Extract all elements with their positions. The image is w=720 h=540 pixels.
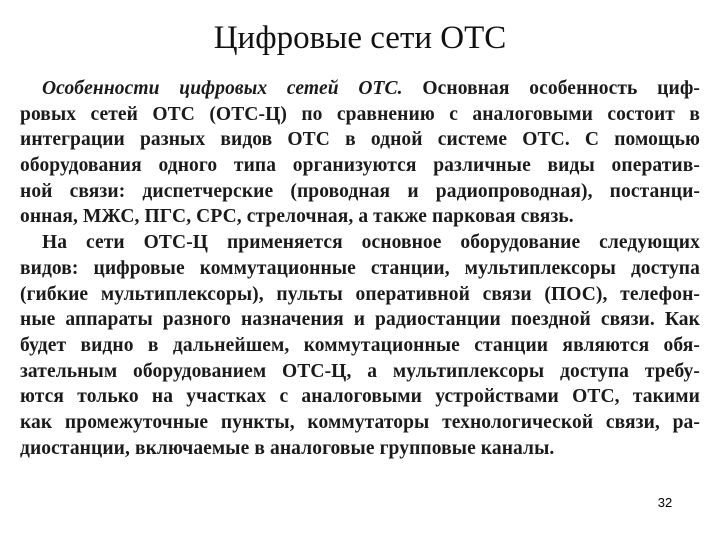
text-line: онная, МЖС, ПГС, СРС, стрелочная, а также парковая связь. <box>20 206 574 228</box>
text-line: На сети ОТС-Ц применяется основное оборудование следующих <box>42 232 700 254</box>
text-line-content: Основная особенность циф- <box>402 78 700 99</box>
text-line: будет видно в дальнейшем, коммутационные станции являются обя- <box>20 334 700 356</box>
text-line: оборудования одного типа организуются различные виды оператив- <box>20 155 700 177</box>
page-number: 32 <box>657 495 673 510</box>
paragraph-lead: Особенности цифровых сетей ОТС. <box>42 78 403 99</box>
scanned-text-block <box>20 76 700 461</box>
slide-title: Цифровые сети ОТС <box>213 20 507 56</box>
text-line: (гибкие мультиплексоры), пульты оперативной связи (ПОС), телефон- <box>20 283 700 305</box>
text-line: ются только на участках с аналоговыми устройствами ОТС, такими <box>20 386 700 408</box>
text-line: ровых сетей ОТС (ОТС-Ц) по сравнению с аналоговыми состоит в <box>20 103 700 125</box>
text-line: ной связи: диспетчерские (проводная и радиопроводная), постанци- <box>20 180 700 202</box>
text-line: ные аппараты разного назначения и радиостанции поездной связи. Как <box>20 309 700 331</box>
text-line: диостанции, включаемые в аналоговые групповые каналы. <box>20 437 555 459</box>
text-line: интеграции разных видов ОТС в одной системе ОТС. С помощью <box>20 129 700 151</box>
text-line <box>20 76 700 102</box>
text-line: как промежуточные пункты, коммутаторы технологической связи, ра- <box>20 411 700 433</box>
text-line: видов: цифровые коммутационные станции, мультиплексоры доступа <box>20 257 700 279</box>
text-line: зательным оборудованием ОТС-Ц, а мультиплексоры доступа требу- <box>20 360 700 382</box>
